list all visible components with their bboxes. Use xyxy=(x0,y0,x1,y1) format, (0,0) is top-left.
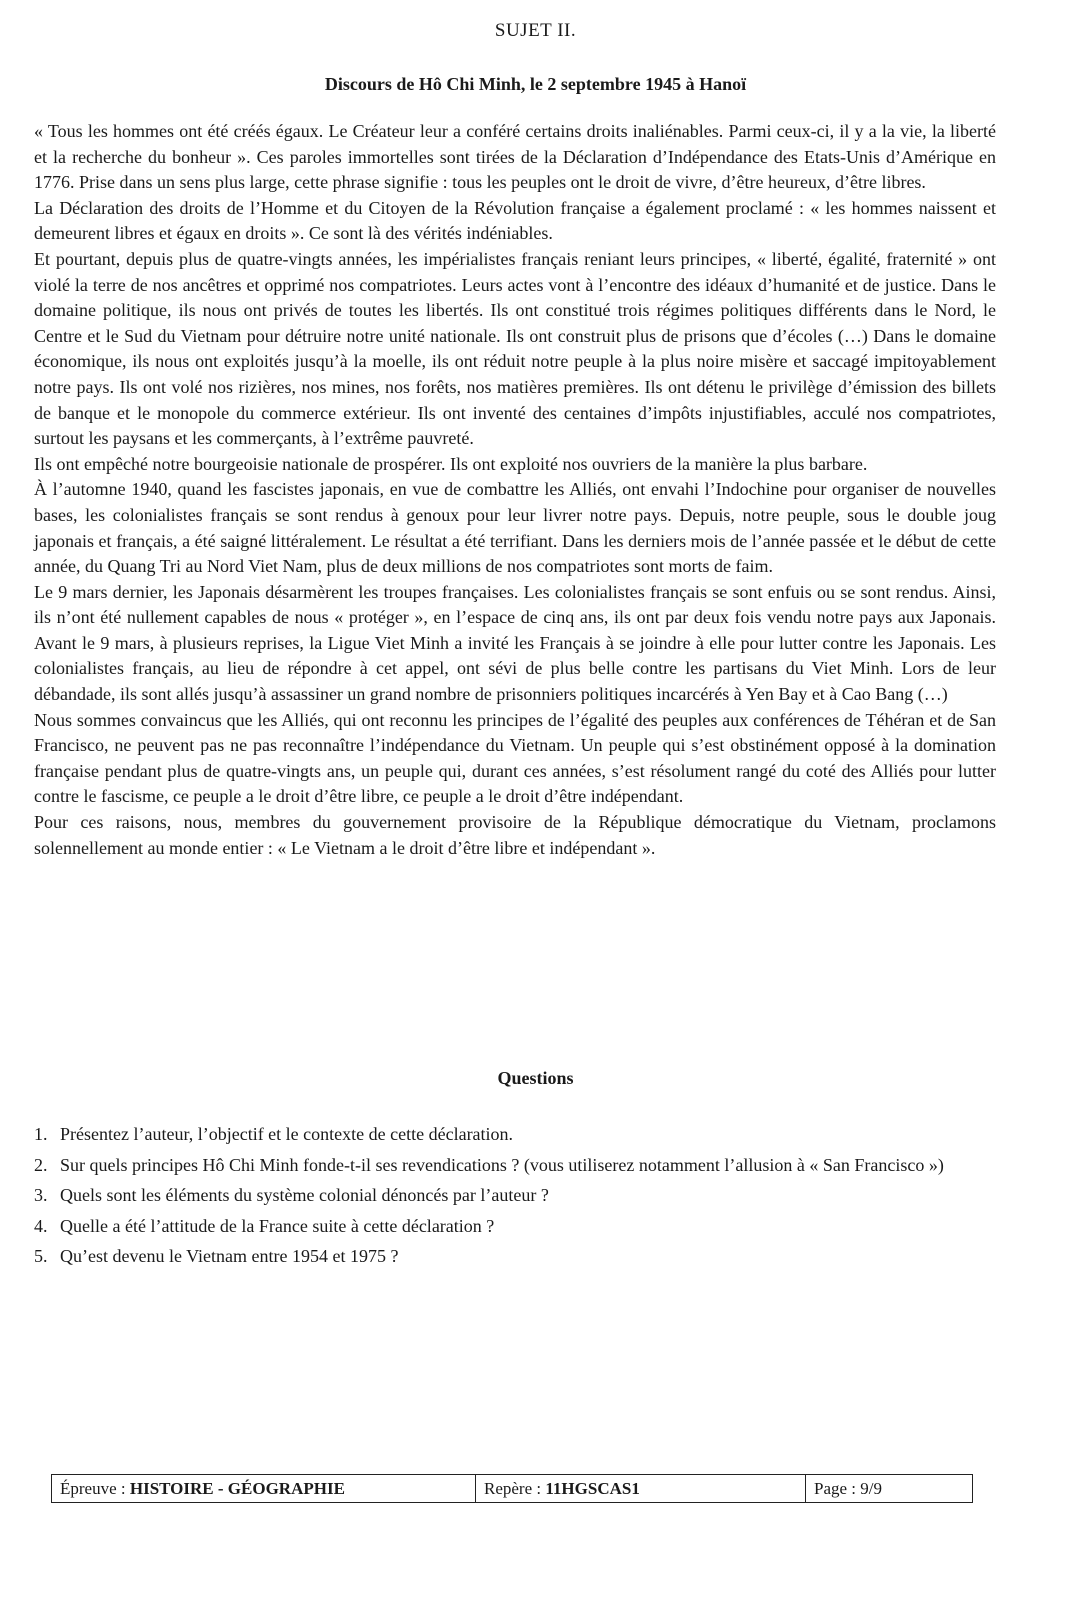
question-item xyxy=(34,1153,996,1179)
footer-page xyxy=(806,1475,972,1502)
speech-paragraph: Pour ces raisons, nous, membres du gouvernement provisoire de la République démocratique du Vietnam, proclamons solennellement au monde entier : « Le Vietnam a le droit d’être libre et indépendant ». xyxy=(34,812,996,858)
question-number: 2. xyxy=(34,1154,48,1175)
speech-text xyxy=(34,119,996,861)
question-number: 3. xyxy=(34,1185,48,1206)
footer-page-number: Page : 9/9 xyxy=(814,1479,882,1498)
questions-list xyxy=(34,1122,996,1275)
footer-epreuve-label: Épreuve : xyxy=(60,1479,130,1498)
question-number: 1. xyxy=(34,1124,48,1144)
speech-paragraph: Nous sommes convaincus que les Alliés, qui ont reconnu les principes de l’égalité des peuples aux conférences de Téhéran et de San Francisco, ne peuvent pas ne pas reconnaître l’indépendance du Vietnam. Un peuple qui s’est obstinément opposé à la domination française pendant plus de quatre-vingts ans, un peuple qui, durant ces années, s’est résolument rangé du coté des Alliés pour lutter contre le fascisme, ce peuple a le droit d’être libre, ce peuple a le droit d’être indépendant. xyxy=(34,709,996,807)
footer-repere-label: Repère : xyxy=(484,1479,546,1498)
question-number: 5. xyxy=(34,1246,48,1267)
questions-heading: Questions xyxy=(497,1068,574,1088)
question-item xyxy=(34,1183,996,1209)
speech-paragraph: « Tous les hommes ont été créés égaux. Le Créateur leur a conféré certains droits inaliénables. Parmi ceux-ci, il y a la vie, la liberté et la recherche du bonheur ». Ces paroles immortelles sont tirées de la Déclaration d’Indépendance des Etats-Unis d’Amérique en 1776. Prise dans un sens plus large, cette phrase signifie : tous les peuples ont le droit de vivre, d’être heureux, d’être libres. xyxy=(34,121,996,193)
speech-paragraph: À l’automne 1940, quand les fascistes japonais, en vue de combattre les Alliés, ont envahi l’Indochine pour organiser de nouvelles bases, les colonialistes français se sont rendus à genoux pour leur livrer notre pays. Depuis, notre peuple, sous le double joug japonais et français, a été saigné littéralement. Le résultat a été terrifiant. Dans les derniers mois de l’année passée et le début de cette année, du Quang Tri au Nord Viet Nam, plus de deux millions de nos compatriotes sont morts de faim. xyxy=(34,479,996,577)
footer-epreuve xyxy=(52,1475,476,1502)
speech-paragraph: La Déclaration des droits de l’Homme et du Citoyen de la Révolution française a également proclamé : « les hommes naissent et demeurent libres et égaux en droits ». Ce sont là des vérités indéniables. xyxy=(34,197,996,244)
speech-paragraph: Et pourtant, depuis plus de quatre-vingts années, les impérialistes français reniant leurs principes, « liberté, égalité, fraternité » ont violé la terre de nos ancêtres et opprimé nos compatriotes. Leurs actes vont à l’encontre des idéaux d’humanité et de justice. Dans le domaine politique, ils nous ont privés de toutes les libertés. Ils ont constitué trois régimes politiques différents dans le Nord, le Centre et le Sud du Vietnam pour détruire notre unité nationale. Ils ont construit plus de prisons que d’écoles (…) Dans le domaine économique, ils nous ont exploités jusqu’à la moelle, ils ont réduit notre peuple à la plus noire misère et saccagé impitoyablement notre pays. Ils ont volé nos rizières, nos mines, nos forêts, nos matières premières. Ils ont détenu le privilège d’émission des billets de banque et le monopole du commerce extérieur. Ils ont inventé des centaines d’impôts injustifiables, acculé nos compatriotes, surtout les paysans et les commerçants, à l’extrême pauvreté. xyxy=(34,248,996,449)
question-text: Quelle a été l’attitude de la France suite à cette déclaration ? xyxy=(60,1215,495,1236)
footer-repere-value: 11HGSCAS1 xyxy=(545,1479,640,1498)
question-text: Quels sont les éléments du système colonial dénoncés par l’auteur ? xyxy=(60,1185,549,1206)
footer-table xyxy=(51,1474,973,1503)
question-text: Sur quels principes Hô Chi Minh fonde-t-il ses revendications ? (vous utiliserez notamment l’allusion à « San Francisco ») xyxy=(60,1154,944,1175)
document-title: Discours de Hô Chi Minh, le 2 septembre 1945 à Hanoï xyxy=(324,74,747,94)
question-text: Qu’est devenu le Vietnam entre 1954 et 1975 ? xyxy=(60,1246,399,1267)
question-text: Présentez l’auteur, l’objectif et le contexte de cette déclaration. xyxy=(60,1124,514,1144)
speech-paragraph: Le 9 mars dernier, les Japonais désarmèrent les troupes françaises. Les colonialistes français se sont enfuis ou se sont rendus. Ainsi, ils n’ont été nullement capables de nous « protéger », en l’espace de cinq ans, ils ont par deux fois vendu notre pays aux Japonais. Avant le 9 mars, à plusieurs reprises, la Ligue Viet Minh a invité les Français à se joindre à elle pour lutter contre les Japonais. Les colonialistes français, au lieu de répondre à cet appel, ont sévi de plus belle contre les partisans du Viet Minh. Lors de leur débandade, ils sont allés jusqu’à assassiner un grand nombre de prisonniers politiques incarcérés à Yen Bay et à Cao Bang (…) xyxy=(34,581,996,705)
question-item xyxy=(34,1122,996,1148)
footer-repere xyxy=(476,1475,806,1502)
speech-paragraph: Ils ont empêché notre bourgeoisie nationale de prospérer. Ils ont exploité nos ouvriers de la manière la plus barbare. xyxy=(34,453,868,474)
question-item xyxy=(34,1244,996,1270)
question-item xyxy=(34,1214,996,1240)
subject-heading: SUJET II. xyxy=(494,20,577,41)
question-number: 4. xyxy=(34,1215,48,1236)
footer-epreuve-value: HISTOIRE - GÉOGRAPHIE xyxy=(129,1479,345,1498)
